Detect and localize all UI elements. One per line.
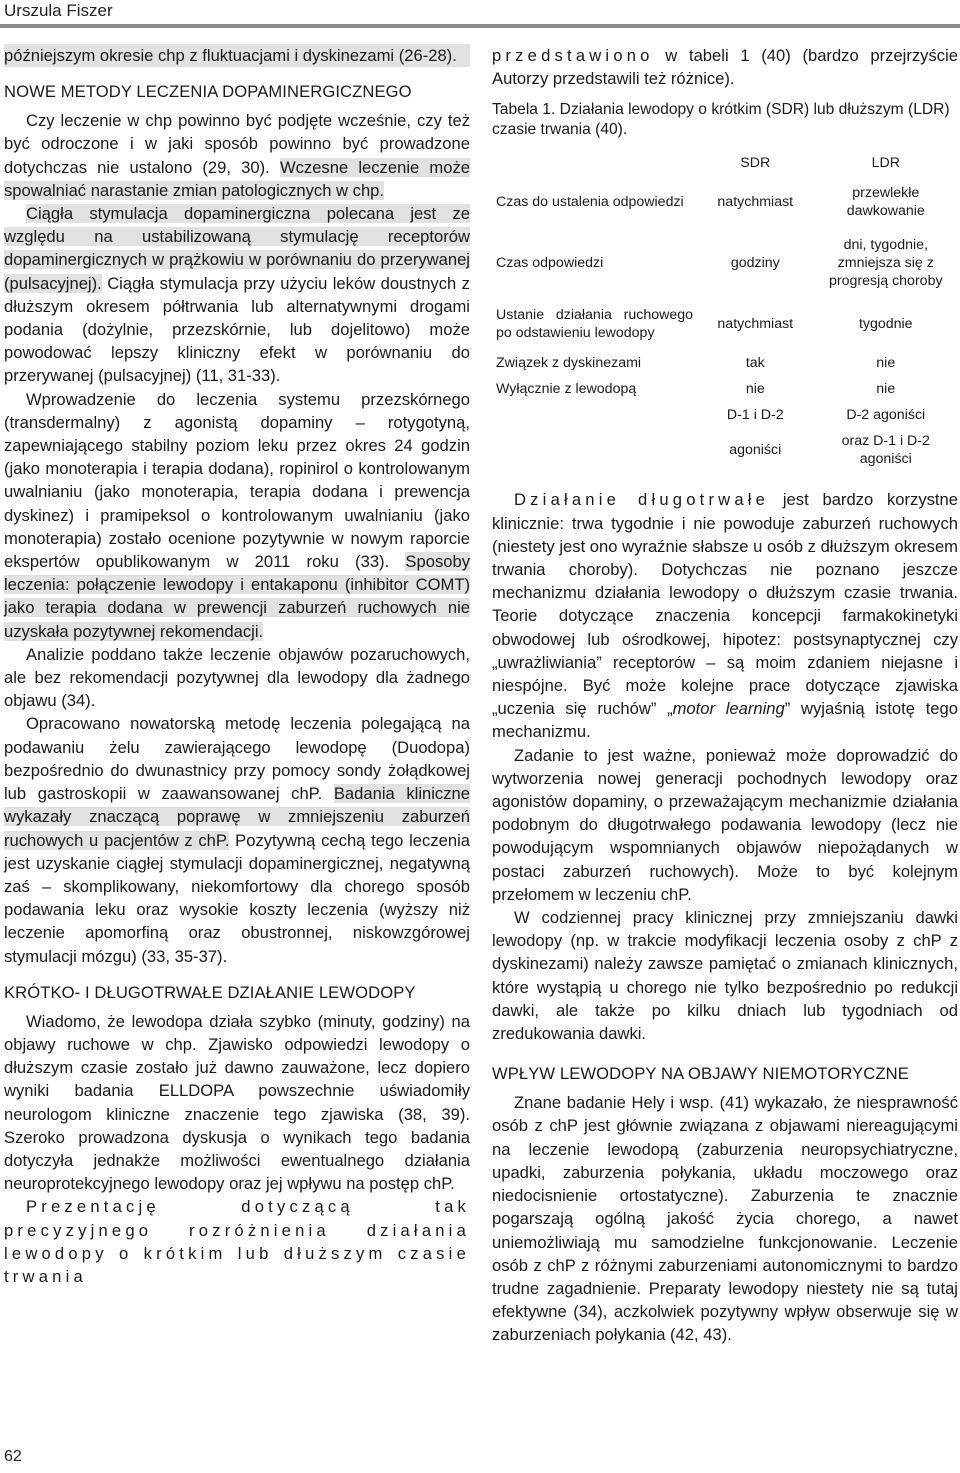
- table-row: [492, 228, 958, 298]
- left-paragraph-5: [4, 712, 470, 967]
- section-heading-short-long: KRÓTKO- I DŁUGOTRWAŁE DZIAŁANIE LEWODOPY: [4, 982, 416, 1002]
- table-cell: [492, 428, 697, 472]
- table-row: [492, 376, 958, 402]
- table-cell: godziny: [730, 255, 780, 272]
- section-heading-nonmotor: WPŁYW LEWODOPY NA OBJAWY NIEMOTORYCZNE: [492, 1064, 909, 1084]
- table-cell: D-2 agoniści: [846, 407, 926, 424]
- table-cell: nie: [876, 355, 896, 372]
- left-paragraph-5a: Opracowano nowatorską metodę leczenia polegającą na podawaniu żelu zawierającego lewodopę (Duodopa) bezpośrednio do dwunastnicy przy pomocy sondy żołądkowej lub gastroskopii w zaawansowanej chP.: [4, 714, 470, 804]
- header-author: Urszula Fiszer: [4, 1, 113, 20]
- right-paragraph-1b: jest bardzo korzystne klinicznie: trwa tygodnie i nie powoduje zaburzeń ruchowych (niestety jest ono wyraźnie słabsze u osób z dłuższym okresem trwania choroby). Dotychczas nie poznano jeszcze mechanizmu działania lewodopy o dłuższym czasie trwania. Teorie dotyczące znaczenia koncepcji farmakokinetyki obwodowej lub ośrodkowej, hipotez: postsynaptycznej czy „uwrażliwiania” receptorów – są moim zdaniem niejasne i niespójne. Być może kolejne prace dotyczące zjawiska „uczenia się ruchów” „: [492, 490, 958, 719]
- table-header-cell: LDR: [871, 155, 900, 172]
- table-cell: oraz D-1 i D-2 agoniści: [841, 433, 930, 468]
- right-paragraph-0: [492, 44, 958, 90]
- table-cell: Czas do ustalenia odpowiedzi: [496, 194, 684, 211]
- right-paragraph-0b: w tabeli 1 (40) (bardzo przejrzyście Autorzy przedstawili też różnice).: [492, 46, 958, 89]
- table-cell: Związek z dyskinezami: [496, 355, 642, 372]
- left-paragraph-1a: Czy leczenie w chp powinno być podjęte wcześnie, czy też być odroczone i w jaki sposób powinno być prowadzone dotychczas nie ustalono (29, 30).: [4, 111, 470, 177]
- table-cell: dni, tygodnie, zmniejsza się z progresją choroby: [828, 237, 943, 290]
- left-paragraph-5c: Pozytywną cechą tego leczenia jest uzyskanie ciągłej stymulacji dopaminergicznej, negatywną zaś – skomplikowany, niekomfortowy dla chorego sposób podawania leku oraz wysokie koszty leczenia (wyższy niż leczenie apomorfiną oraz obustronnej, niskowzgórowej stymulacji mózgu) (33, 35-37).: [4, 830, 470, 966]
- header-rule: [0, 24, 960, 28]
- table-cell: [492, 402, 697, 428]
- table-caption: Tabela 1. Działania lewodopy o krótkim (SDR) lub dłuższym (LDR) czasie trwania (40).: [492, 101, 950, 139]
- left-paragraph-5b: Badania kliniczne wykazały znaczącą poprawę w zmniejszeniu zaburzeń ruchowych u pacjentów z chP.: [4, 784, 470, 850]
- table-cell: Czas odpowiedzi: [496, 255, 604, 272]
- left-paragraph-2: [4, 202, 470, 388]
- table-cell: przewlekłe dawkowanie: [846, 185, 925, 220]
- table-header-row: [492, 148, 958, 176]
- left-paragraph-4: Analizie poddano także leczenie objawów pozaruchowych, ale bez rekomendacji pozytywnej dla lewodopy dla żadnego objawu (34).: [4, 644, 470, 711]
- right-paragraph-3: W codziennej pracy klinicznej przy zmniejszaniu dawki lewodopy (np. w trakcie modyfikacji leczenia osoby z chP z dyskinezami) należy zawsze pamiętać o zmianach klinicznych, które wystąpią u chorego nie tylko bezpośrednio po redukcji dawki, ale także po kilku dniach lub tygodniach od zredukowania dawki.: [492, 908, 958, 1044]
- left-paragraph-1: [4, 109, 470, 202]
- table-cell: natychmiast: [717, 316, 794, 333]
- table-cell: tak: [745, 355, 765, 372]
- left-paragraph-6: Wiadomo, że lewodopa działa szybko (minuty, godziny) na objawy ruchowe w chp. Zjawisko odpowiedzi lewodopy o dłuższym czasie zostało już dawno zauważone, lecz dopiero wyniki badania ELLDOPA powszechnie uświadomiły neurologom kliniczne znaczenie tego zjawiska (38, 39). Szeroko prowadzona dyskusja o wynikach tego badania dotyczyła jednakże możliwości ewentualnego działania neuroprotekcyjnego lewodopy oraz jej wpływu na postęp chP.: [4, 1011, 470, 1194]
- section-heading-new-methods: NOWE METODY LECZENIA DOPAMINERGICZNEGO: [4, 82, 412, 102]
- right-paragraph-1: [492, 488, 958, 743]
- table-cell: natychmiast: [717, 194, 794, 211]
- table-row: [492, 298, 958, 350]
- table-cell: nie: [745, 381, 765, 398]
- left-paragraph-3a: Wprowadzenie do leczenia systemu przezskórnego (transdermalny) z agonistą dopaminy – rotygotyną, zapewniającego stabilny poziom leku przez okres 24 godzin (jako monoterapia i terapia dodana), ropinirol o kontrolowanym uwalnianiu (jako monoterapia, terapia dodana i prewencja dyskinez) i pramipeksol o kontrolowanym uwalnianiu (jako monoterapia) zostało ocenione pozytywnie w nowym raporcie ekspertów opublikowanym w 2011 roku (33).: [4, 389, 470, 572]
- levodopa-table: [492, 148, 958, 472]
- table-row: [492, 428, 958, 472]
- table-cell: agoniści: [729, 442, 782, 459]
- table-header-cell: SDR: [740, 155, 771, 172]
- left-paragraph-2a: Ciągła stymulacja dopaminergiczna polecana jest ze względu na ustabilizowaną stymulację receptorów dopaminergicznych w prążkowiu w porównaniu do przerywanej (pulsacyjnej).: [4, 204, 470, 293]
- right-paragraph-1a: Działanie długotrwałe: [514, 490, 770, 510]
- left-paragraph-3: [4, 388, 470, 643]
- table-cell: tygodnie: [858, 316, 913, 333]
- left-paragraph-3b: Sposoby leczenia: połączenie lewodopy i entakaponu (inhibitor COMT) jako terapia dodana w prewencji zaburzeń ruchowych nie uzyskała pozytywnej rekomendacji.: [4, 552, 470, 641]
- running-header: [0, 0, 960, 26]
- left-column: [4, 44, 470, 1288]
- table-row: [492, 176, 958, 228]
- table-cell: nie: [876, 381, 896, 398]
- table-cell: D-1 i D-2: [726, 407, 784, 424]
- left-paragraph-2b: Ciągła stymulacja przy użyciu leków doustnych z dłuższym okresem półtrwania lub alternatywnymi drogami podania (dożylnie, przezskórnie, lub dojelitowo) może powodować lepszy kliniczny efekt w porównaniu do przerywanej (pulsacyjnej) (11, 31-33).: [4, 273, 470, 386]
- right-column: [492, 44, 958, 1347]
- right-paragraph-0a: przedstawiono: [492, 46, 654, 65]
- table-row: [492, 350, 958, 376]
- right-paragraph-1c: motor learning: [672, 699, 785, 719]
- left-paragraph-1b: Wczesne leczenie może spowalniać narastanie zmian patologicznych w chp.: [4, 157, 470, 200]
- right-paragraph-4: Znane badanie Hely i wsp. (41) wykazało, że niesprawność osób z chP jest głównie związana z objawami niereagującymi na leczenie lewodopą (zaburzenia neuropsychiatryczne, upadki, zaburzenia połykania, układu moczowego oraz niedocisnienie ortostatyczne). Zaburzenia te znacznie pogarszają ogólną jakość życia chorego, a nawet uniemożliwiają mu samodzielne funkcjonowanie. Leczenie osób z chP z różnymi zaburzeniami autonomicznymi to bardzo trudne zagadnienie. Preparaty lewodopy niestety nie są tutaj efektywne (34), aczkolwiek pozytywny wpływ obserwuje się w zaburzeniach połykania (42, 43).: [492, 1093, 958, 1345]
- table-header-cell: [492, 148, 697, 176]
- table-row: [492, 402, 958, 428]
- left-paragraph-0: późniejszym okresie chp z fluktuacjami i dyskinezami (26-28).: [4, 44, 470, 67]
- right-paragraph-1d: ” wyjaśnią istotę tego mechanizmu.: [492, 699, 958, 742]
- table-cell: Ustanie działania ruchowego po odstawieniu lewodopy: [496, 307, 694, 342]
- table-cell: Wyłącznie z lewodopą: [496, 381, 637, 398]
- page-number: 62: [4, 1448, 22, 1465]
- left-paragraph-7: Prezentację dotyczącą tak precyzyjnego rozróżnienia działania lewodopy o krótkim lub dłuższym czasie trwania: [4, 1197, 470, 1286]
- right-paragraph-2: Zadanie to jest ważne, ponieważ może doprowadzić do wytworzenia nowej generacji pochodnych lewodopy oraz agonistów dopaminy, o przeważającym mechanizmie działania podobnym do długotrwałego podawania lewodopy (lecz nie powodującym wspomnianych objawów niepożądanych w postaci zaburzeń ruchowych). Może to być kolejnym przełomem w leczeniu chP.: [492, 745, 958, 904]
